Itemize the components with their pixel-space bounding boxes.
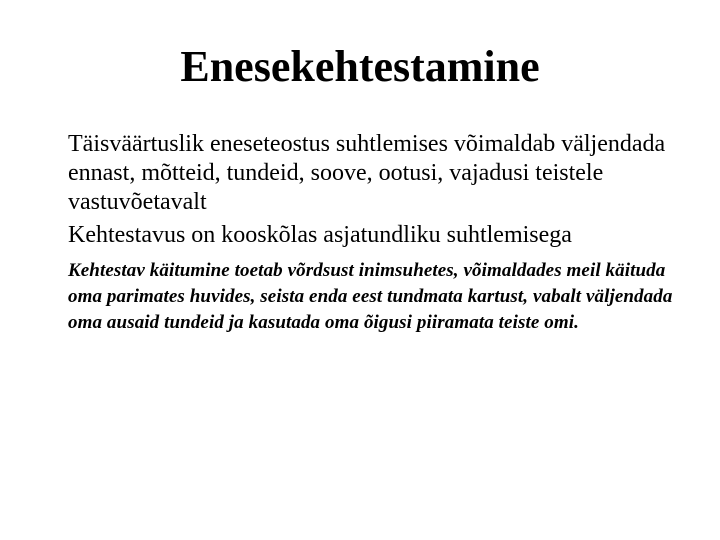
slide-title: Enesekehtestamine: [180, 42, 540, 91]
paragraph-self-realization: Täisväärtuslik eneseteostus suhtlemises võimaldab väljendada ennast, mõtteid, tundeid, soove, ootusi, vajadusi teistele vastuvõetavalt: [68, 131, 666, 215]
slide-body: [68, 130, 678, 336]
paragraph-assertiveness: Kehtestavus on kooskõlas asjatundliku suhtlemisega: [68, 222, 572, 248]
paragraph-assertive-behavior: Kehtestav käitumine toetab võrdsust inimsuhetes, võimaldades meil käituda oma parimates huvides, seista enda eest tundmata kartust, vabalt väljendada oma ausaid tundeid ja kasutada oma õigusi piiramata teiste omi.: [68, 260, 673, 333]
